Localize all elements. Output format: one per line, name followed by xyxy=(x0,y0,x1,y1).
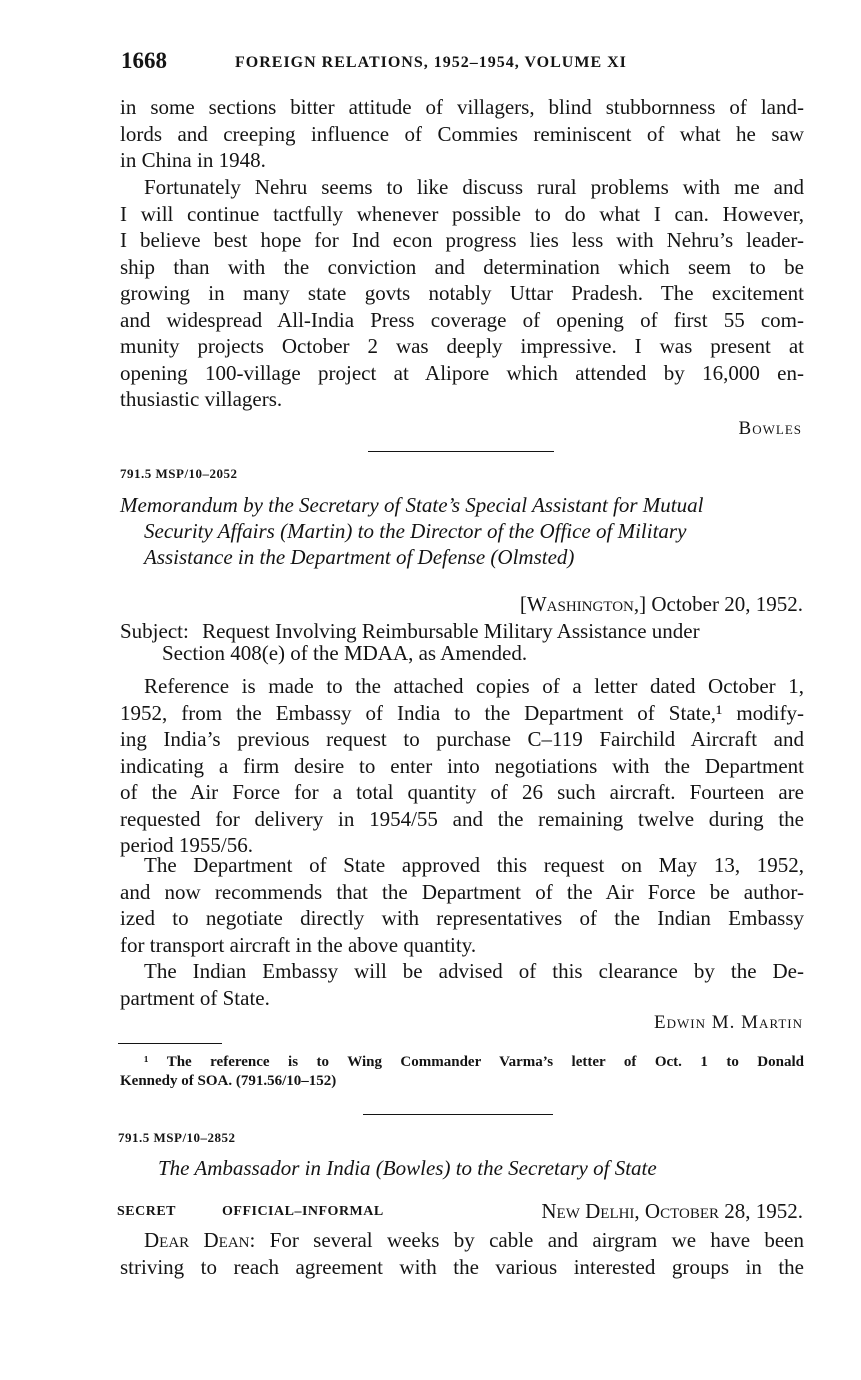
footnote xyxy=(120,1053,804,1091)
heading-line: Security Affairs (Martin) to the Director of the Office of Military xyxy=(144,519,687,543)
text-line: Fortunately Nehru seems to like discuss rural problems with me and xyxy=(144,175,804,199)
text-line: period 1955/56. xyxy=(120,833,253,857)
footnote-line: ¹ The reference is to Wing Commander Varma’s letter of Oct. 1 to Donald xyxy=(144,1054,804,1070)
text-line: lords and creeping influence of Commies reminiscent of what he saw xyxy=(120,121,804,146)
text-line: indicating a firm desire to enter into negotiations with the Department xyxy=(120,753,804,778)
channel: OFFICIAL–INFORMAL xyxy=(222,1204,384,1219)
section-divider xyxy=(363,1114,553,1115)
text-line: ized to negotiate directly with representatives of the Indian Embassy xyxy=(120,906,804,930)
file-id: 791.5 MSP/10–2052 xyxy=(120,466,238,481)
text-line: munity projects October 2 was deeply impressive. I was present at xyxy=(120,334,804,358)
text-line: The Department of State approved this request on May 13, 1952, xyxy=(144,853,804,877)
subject-label: Subject: xyxy=(120,619,189,643)
file-id: 791.5 MSP/10–2852 xyxy=(118,1130,236,1145)
footnote-line: Kennedy of SOA. (791.56/10–152) xyxy=(120,1073,337,1089)
signature-bowles: Bowles xyxy=(738,418,802,439)
signature-martin: Edwin M. Martin xyxy=(654,1012,803,1033)
paragraph xyxy=(120,174,804,413)
text-line: striving to reach agreement with the various interested groups in the xyxy=(120,1254,804,1279)
text-line: I believe best hope for Ind econ progress lies less with Nehru’s leader- xyxy=(120,228,804,252)
text-line: I will continue tactfully whenever possible to do what I can. However, xyxy=(120,201,804,226)
dateline-date: October 20, 1952. xyxy=(651,592,803,616)
paragraph xyxy=(120,94,804,174)
document-heading xyxy=(120,492,703,570)
text-line: in China in 1948. xyxy=(120,148,266,172)
text-line: in some sections bitter attitude of villagers, blind stubbornness of land- xyxy=(120,95,804,119)
salutation: Dear Dean: xyxy=(144,1228,256,1252)
page-number: 1668 xyxy=(121,48,167,73)
text-line: growing in many state govts notably Uttar Pradesh. The excitement xyxy=(120,281,804,305)
text-line: thusiastic villagers. xyxy=(120,387,283,411)
paragraph xyxy=(120,852,804,958)
paragraph xyxy=(120,958,804,1011)
dateline: New Delhi, October 28, 1952. xyxy=(541,1199,803,1223)
heading-line: Memorandum by the Secretary of State’s Special Assistant for Mutual xyxy=(120,493,704,517)
text-line: and widespread All-India Press coverage of opening of first 55 com- xyxy=(120,307,804,332)
text-line: 1952, from the Embassy of India to the Department of State,¹ modify- xyxy=(120,700,804,725)
text-line: ship than with the conviction and determination which seem to be xyxy=(120,254,804,279)
document-heading: The Ambassador in India (Bowles) to the Secretary of State xyxy=(158,1156,657,1180)
text-line: The Indian Embassy will be advised of this clearance by the De- xyxy=(144,959,804,983)
text-line: opening 100-village project at Alipore which attended by 16,000 en- xyxy=(120,360,804,385)
heading-line: Assistance in the Department of Defense (Olmsted) xyxy=(144,545,575,569)
subject-line: Section 408(e) of the MDAA, as Amended. xyxy=(162,641,528,665)
subject-line: Request Involving Reimbursable Military Assistance under xyxy=(202,619,700,643)
running-title: FOREIGN RELATIONS, 1952–1954, VOLUME XI xyxy=(235,54,627,71)
section-divider xyxy=(368,451,554,452)
text-line: partment of State. xyxy=(120,985,270,1010)
paragraph xyxy=(120,673,804,859)
classification: SECRET xyxy=(117,1204,177,1219)
text-line: ing India’s previous request to purchase C–119 Fairchild Aircraft and xyxy=(120,727,804,751)
footnote-rule xyxy=(118,1043,222,1044)
text-line: of the Air Force for a total quantity of 26 such aircraft. Fourteen are xyxy=(120,780,804,804)
text-line xyxy=(120,1227,804,1254)
text-line: Reference is made to the attached copies of a letter dated October 1, xyxy=(144,674,804,698)
text-span: For several weeks by cable and airgram we have been xyxy=(269,1228,805,1252)
paragraph xyxy=(120,1227,804,1280)
text-line: and now recommends that the Department of the Air Force be author- xyxy=(120,879,804,904)
dateline-place: [Washington,] xyxy=(519,592,647,616)
text-line: requested for delivery in 1954/55 and the remaining twelve during the xyxy=(120,806,804,831)
dateline xyxy=(520,592,803,617)
text-line: for transport aircraft in the above quantity. xyxy=(120,932,477,957)
subject-block xyxy=(120,620,700,664)
